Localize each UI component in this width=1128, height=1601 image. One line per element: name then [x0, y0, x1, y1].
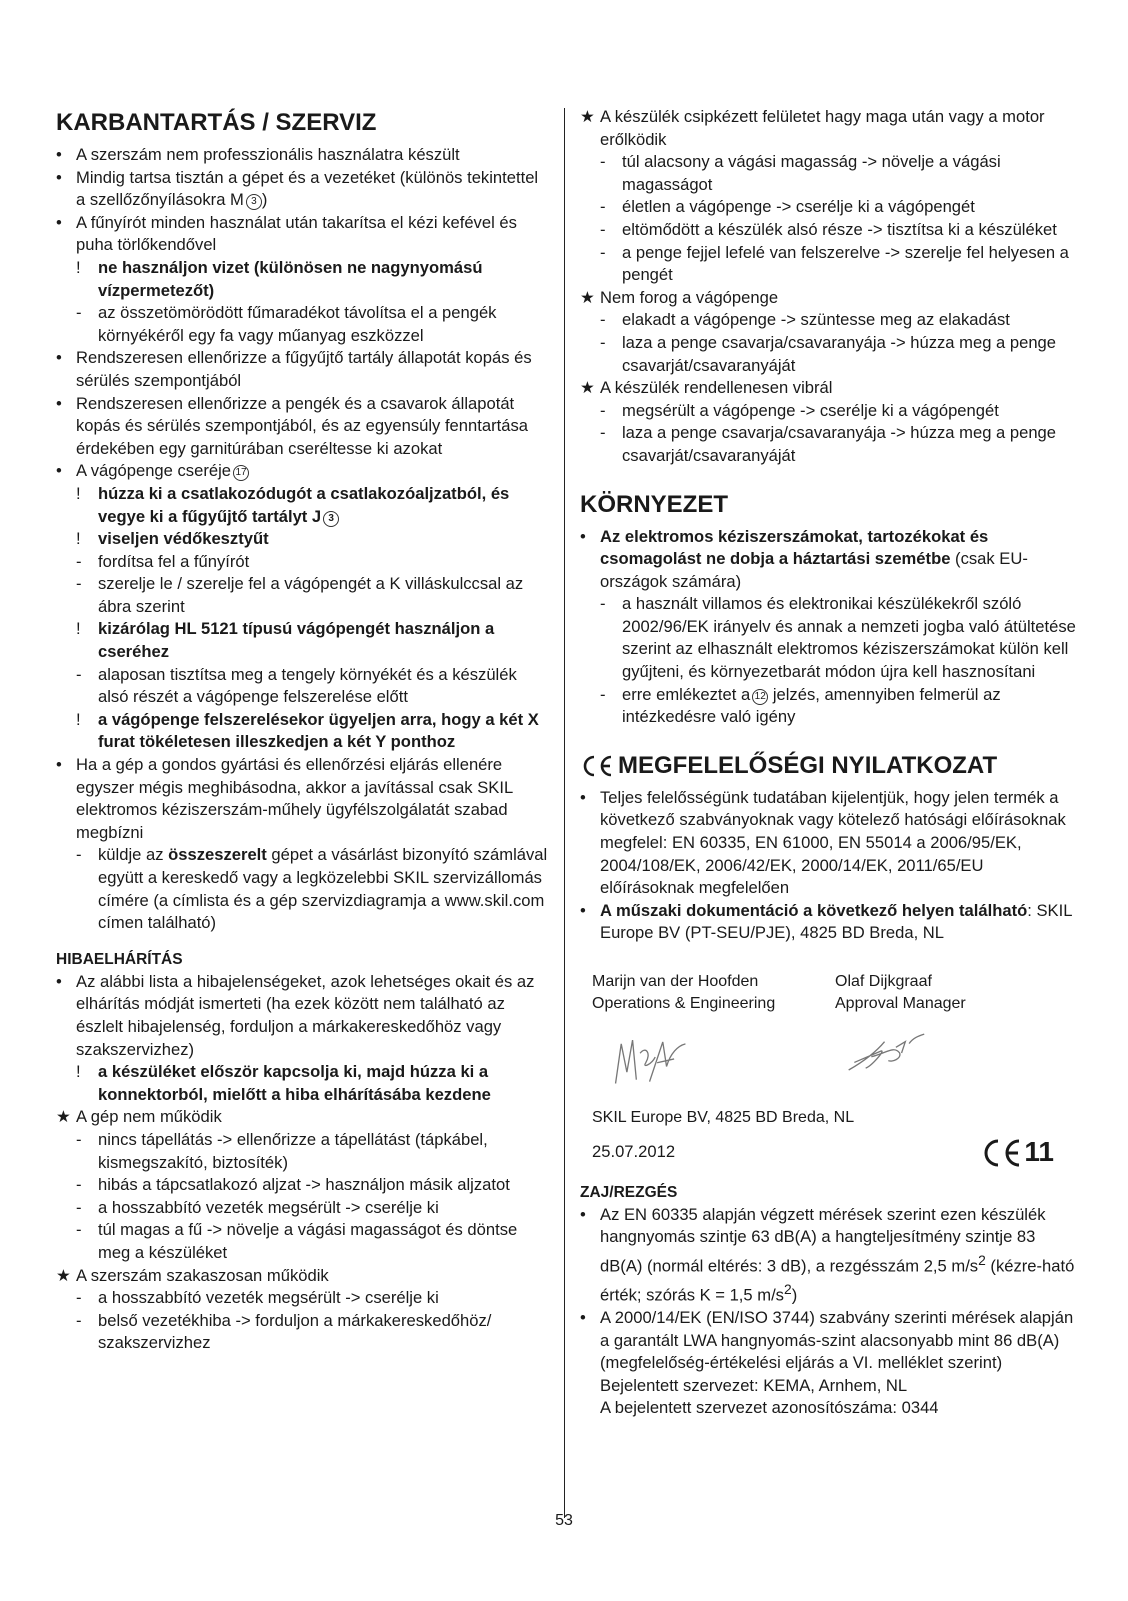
list-item-text: hibás a tápcsatlakozó aljzat -> használjon másik aljzatot [98, 1175, 510, 1195]
list-marker: • [56, 755, 62, 775]
list-marker: • [580, 526, 586, 546]
list-item-text: ne használjon vizet (különösen ne nagynyomású vízpermetezőt) [98, 257, 483, 300]
list-item [580, 287, 1078, 310]
list-item-text: Nem forog a vágópenge [600, 287, 779, 307]
list-item-text: szerelje le / szerelje fel a vágópengét a K villáskulccsal az ábra szerint [98, 574, 524, 616]
list-item-text: túl magas a fű -> növelje a vágási magasságot és döntse meg a készüléket [98, 1220, 518, 1262]
list-item [580, 593, 1078, 683]
list-item-text: A készülék csipkézett felületet hagy maga után vagy a motor erőlködik [600, 107, 1045, 149]
date-row [592, 1138, 1078, 1168]
list-item-text: Az EN 60335 alapján végzett mérések szerint ezen készülék hangnyomás szintje 63 dB(A) a hangteljesítmény szintje 83 dB(A) (normál eltérés: 3 dB), a rezgésszám 2,5 $m/s^2$ (kézre-ható érték; szórás K = 1,5 $m/s^2$) [600, 1204, 1075, 1305]
signatory-1-name: Marijn van der Hoofden [592, 973, 759, 990]
list-marker: ! [76, 1062, 81, 1082]
list-item-text: A gép nem működik [76, 1107, 222, 1127]
list-marker: • [56, 461, 62, 481]
list-item [56, 551, 550, 574]
list-item-text: a készüléket először kapcsolja ki, majd húzza ki a konnektorból, mielőtt a hiba elhárításába kezdene [98, 1062, 491, 1104]
list-item-text: laza a penge csavarja/csavaranyája -> húzza meg a penge csavarját/csavaranyáját [622, 332, 1057, 375]
list-item [56, 1129, 550, 1174]
list-item-text: nincs tápellátás -> ellenőrizze a tápellátást (tápkábel, kismegszakító, biztosíték) [98, 1129, 488, 1172]
list-item-text: Az elektromos kéziszerszámokat, tartozékokat és csomagolást ne dobja a háztartási szemétbe (csak EU-országok számára) [600, 526, 1028, 591]
list-item [580, 242, 1078, 287]
list-item [580, 1397, 1078, 1420]
list-item [580, 309, 1078, 332]
list-item [580, 1375, 1078, 1398]
list-item-text: húzza ki a csatlakozódugót a csatlakozóaljzatból, és vegye ki a fűgyűjtő tartályt J 3 [98, 483, 510, 526]
list-item [56, 1106, 550, 1129]
list-marker: ★ [580, 107, 595, 126]
list-item [56, 844, 550, 934]
troubleshooting-heading: HIBAELHÁRÍTÁS [56, 950, 183, 968]
list-marker: • [56, 348, 62, 368]
list-item-text: a hosszabbító vezeték megsérült -> cserélje ki [98, 1197, 439, 1217]
list-item-text: a penge fejjel lefelé van felszerelve -> szerelje fel helyesen a pengét [622, 242, 1069, 285]
list-item-text: Teljes felelősségünk tudatában kijelentjük, hogy jelen termék a következő szabványoknak vagy kötelező hatósági előírásoknak megfelel: EN 60335, EN 61000, EN 55014 a 2006/95/EK, 2004/108/EK, 2006/42/EK, 2000/14/EK, 2011/65/EU előírásoknak megfelelően [600, 787, 1066, 898]
list-item-text: küldje az összeszerelt gépet a vásárlást bizonyító számlával együtt a kereskedő vagy a legközelebbi SKIL szervizállomás címére (a címlista és a gép szervizdiagramja a www.skil.com címen található) [98, 845, 548, 933]
signatory-2-role: Approval Manager [835, 995, 966, 1012]
list-marker: ! [76, 529, 81, 549]
list-marker: • [580, 1204, 586, 1224]
list-marker: - [600, 197, 606, 217]
list-marker: • [56, 145, 62, 164]
maintenance-list [56, 144, 550, 935]
right-column [580, 106, 1078, 1420]
list-marker: • [56, 167, 62, 187]
list-item-text: eltömődött a készülék alsó része -> tisztítsa ki a készüléket [622, 219, 1057, 239]
list-item-text: túl alacsony a vágási magasság -> növelje a vágási magasságot [622, 152, 1001, 194]
list-item [56, 212, 550, 257]
ce-year-number: 11 [1024, 1136, 1054, 1168]
list-item-text: A műszaki dokumentáció a következő helyen található: SKIL Europe BV (PT-SEU/PJE), 4825 BD Breda, NL [600, 900, 1072, 943]
list-marker [580, 1375, 600, 1398]
list-item [580, 196, 1078, 219]
list-item [56, 664, 550, 709]
signatories [592, 971, 1078, 1015]
conformity-heading [580, 751, 1078, 781]
list-item [580, 787, 1078, 900]
list-marker: - [76, 303, 82, 323]
list-item [56, 167, 550, 212]
list-item [56, 1219, 550, 1264]
list-marker: ★ [56, 1107, 71, 1127]
environment-heading: KÖRNYEZET [580, 490, 729, 518]
list-marker: ! [76, 619, 81, 639]
figure-reference-icon: 17 [233, 465, 249, 481]
noise-vibration-heading: ZAJ/REZGÉS [580, 1183, 678, 1201]
list-item [56, 709, 550, 754]
list-item [56, 257, 550, 302]
list-item-text: A bejelentett szervezet azonosítószáma: 0344 [600, 1398, 939, 1418]
list-item [580, 377, 1078, 400]
list-item-text: életlen a vágópenge -> cserélje ki a vágópengét [622, 197, 975, 217]
list-item [56, 528, 550, 551]
list-marker: - [76, 1220, 82, 1240]
list-marker: - [76, 1175, 82, 1195]
list-item-text: a használt villamos és elektronikai készülékekről szóló 2002/96/EK irányelv és annak a nemzeti jogba való átültetése szerint az elhasznált elektromos kéziszerszámokat külön kell gyűjteni, és környezetbarát módon újra kell hasznosítani [622, 594, 1076, 682]
list-item [56, 1310, 550, 1355]
list-item-text: a vágópenge felszerelésekor ügyeljen arra, hogy a két X furat tökéletesen illeszkedjen a két Y ponthoz [98, 709, 539, 752]
ce-mark-large [982, 1138, 1054, 1168]
ce-mark-large-icon [982, 1138, 1022, 1168]
ce-mark-icon [580, 754, 614, 778]
list-item [56, 347, 550, 392]
list-marker: - [76, 1197, 82, 1217]
signatory-1-role: Operations & Engineering [592, 995, 776, 1012]
list-marker: - [600, 219, 606, 239]
list-marker: - [76, 551, 82, 571]
list-item-text: kizárólag HL 5121 típusú vágópengét használjon a cseréhez [98, 619, 495, 662]
maintenance-heading: KARBANTARTÁS / SZERVIZ [56, 109, 377, 136]
list-item-text: alaposan tisztítsa meg a tengely környékét és a készülék alsó részét a vágópenge felszerelése előtt [98, 664, 517, 707]
page-number: 53 [555, 1512, 573, 1529]
list-item [580, 219, 1078, 242]
list-marker: ! [76, 483, 81, 503]
list-item [56, 1197, 550, 1220]
list-item-text: elakadt a vágópenge -> szüntesse meg az elakadást [622, 310, 1010, 330]
list-item [56, 483, 550, 528]
list-marker: - [76, 1310, 82, 1330]
signature-2-image [843, 1023, 928, 1083]
troubleshooting-list [56, 971, 550, 1355]
signatory-2-name: Olaf Dijkgraaf [835, 973, 932, 990]
list-item [580, 900, 1078, 945]
list-item [56, 144, 550, 167]
list-marker [580, 1397, 600, 1420]
list-item [580, 684, 1078, 729]
list-item [580, 1204, 1078, 1307]
list-item-text: Bejelentett szervezet: KEMA, Arnhem, NL [600, 1375, 908, 1395]
column-divider [564, 108, 565, 1518]
list-marker: • [580, 787, 586, 807]
list-marker: • [56, 393, 62, 413]
list-marker: - [600, 242, 606, 262]
list-marker: ★ [56, 1265, 71, 1285]
list-item-text: A szerszám nem professzionális használatra készült [76, 145, 460, 164]
list-marker: - [76, 845, 82, 865]
list-item [56, 393, 550, 461]
list-marker: - [600, 594, 606, 614]
conformity-list [580, 787, 1078, 945]
figure-reference-icon: 12 [752, 689, 768, 705]
declaration-date: 25.07.2012 [592, 1142, 676, 1162]
list-marker: - [76, 664, 82, 684]
list-marker: ! [76, 709, 81, 729]
list-item [56, 1174, 550, 1197]
figure-reference-icon: 3 [246, 194, 262, 210]
list-marker: - [600, 684, 606, 704]
list-item-text: A vágópenge cseréje 17 [76, 460, 550, 483]
figure-reference-icon: 3 [323, 511, 339, 527]
list-item-text: Mindig tartsa tisztán a gépet és a vezetéket (különös tekintettel a szellőzőnyílásokra M 3 ) [76, 167, 539, 210]
list-marker: - [76, 1129, 82, 1149]
list-item-text: fordítsa fel a fűnyírót [98, 551, 250, 571]
list-marker: - [600, 423, 606, 443]
list-item [56, 971, 550, 1061]
list-marker: ★ [580, 378, 595, 398]
signatory-2 [835, 971, 1078, 1015]
left-column [56, 106, 550, 1355]
conformity-heading-text: MEGFELELŐSÉGI NYILATKOZAT [618, 751, 998, 779]
list-marker: - [600, 400, 606, 420]
list-marker: - [76, 574, 82, 594]
list-item [56, 1061, 550, 1106]
list-marker: - [76, 1288, 82, 1308]
list-item [56, 1265, 550, 1288]
list-item-text: laza a penge csavarja/csavaranyája -> húzza meg a penge csavarját/csavaranyáját [622, 423, 1057, 465]
list-item-text: Ha a gép a gondos gyártási és ellenőrzési eljárás ellenére egyszer mégis meghibásodna, akkor a javítással csak SKIL elektromos kéziszerszám-műhely ügyfélszolgálatát szabad megbízni [76, 755, 513, 842]
list-item [56, 302, 550, 347]
list-item-text: Rendszeresen ellenőrizze a fűgyűjtő tartály állapotát kopás és sérülés szempontjából [76, 348, 532, 390]
list-marker: • [56, 212, 62, 232]
list-item [580, 422, 1078, 467]
signature-1-image [608, 1023, 693, 1093]
list-item-text: erre emlékeztet a 12 jelzés, amennyiben felmerül az intézkedésre való igény [622, 684, 1001, 727]
list-item-text: a hosszabbító vezeték megsérült -> cserélje ki [98, 1288, 439, 1308]
list-marker: - [600, 310, 606, 330]
list-marker: • [56, 971, 62, 991]
list-item [580, 332, 1078, 377]
list-marker: ! [76, 257, 81, 277]
list-item-text: Az alábbi lista a hibajelenségeket, azok lehetséges okait és az elhárítás módját ismerteti (ha ezek között nem található az észlelt hibajelenség, forduljon a márkakereskedőhöz vagy szakszervizhez) [76, 971, 535, 1059]
noise-vibration-list [580, 1204, 1078, 1420]
list-item-text: belső vezetékhiba -> forduljon a márkakereskedőhöz/ szakszervizhez [98, 1310, 492, 1353]
list-item-text: megsérült a vágópenge -> cserélje ki a vágópengét [622, 400, 999, 420]
list-item [580, 151, 1078, 196]
list-marker: ★ [580, 287, 595, 307]
list-item-text: A szerszám szakaszosan működik [76, 1265, 329, 1285]
list-item-text: A fűnyírót minden használat után takarítsa el kézi kefével és puha törlőkendővel [76, 212, 517, 255]
list-item-text: A 2000/14/EK (EN/ISO 3744) szabvány szerinti mérések alapján a garantált LWA hangnyomás-szint alacsonyabb mint 86 dB(A) (megfelelőség-értékelési eljárás a VI. melléklet szerint) [600, 1308, 1074, 1373]
list-item [56, 573, 550, 618]
list-item [580, 106, 1078, 151]
troubleshooting-continued-list [580, 106, 1078, 468]
environment-list [580, 526, 1078, 729]
list-item [56, 460, 550, 483]
list-item-text: Rendszeresen ellenőrizze a pengék és a csavarok állapotát kopás és sérülés szempontjából, és az egyensúly fenntartása érdekében egy garnitúrában cseréltesse ki azokat [76, 393, 528, 458]
list-marker: • [580, 1308, 586, 1328]
signatory-1 [592, 971, 835, 1015]
list-item [580, 526, 1078, 594]
list-item [56, 1287, 550, 1310]
list-item [56, 618, 550, 663]
list-marker: - [600, 152, 606, 172]
company-address: SKIL Europe BV, 4825 BD Breda, NL [592, 1109, 855, 1126]
list-marker: • [580, 900, 586, 920]
list-item [56, 754, 550, 844]
list-item-text: A készülék rendellenesen vibrál [600, 378, 833, 398]
list-item [580, 400, 1078, 423]
signatures [608, 1023, 1078, 1107]
list-item [580, 1307, 1078, 1375]
list-marker: - [600, 332, 606, 352]
list-item-text: viseljen védőkesztyűt [98, 529, 269, 549]
list-item-text: az összetömörödött fűmaradékot távolítsa el a pengék környékéről egy fa vagy műanyag eszközzel [98, 303, 497, 345]
